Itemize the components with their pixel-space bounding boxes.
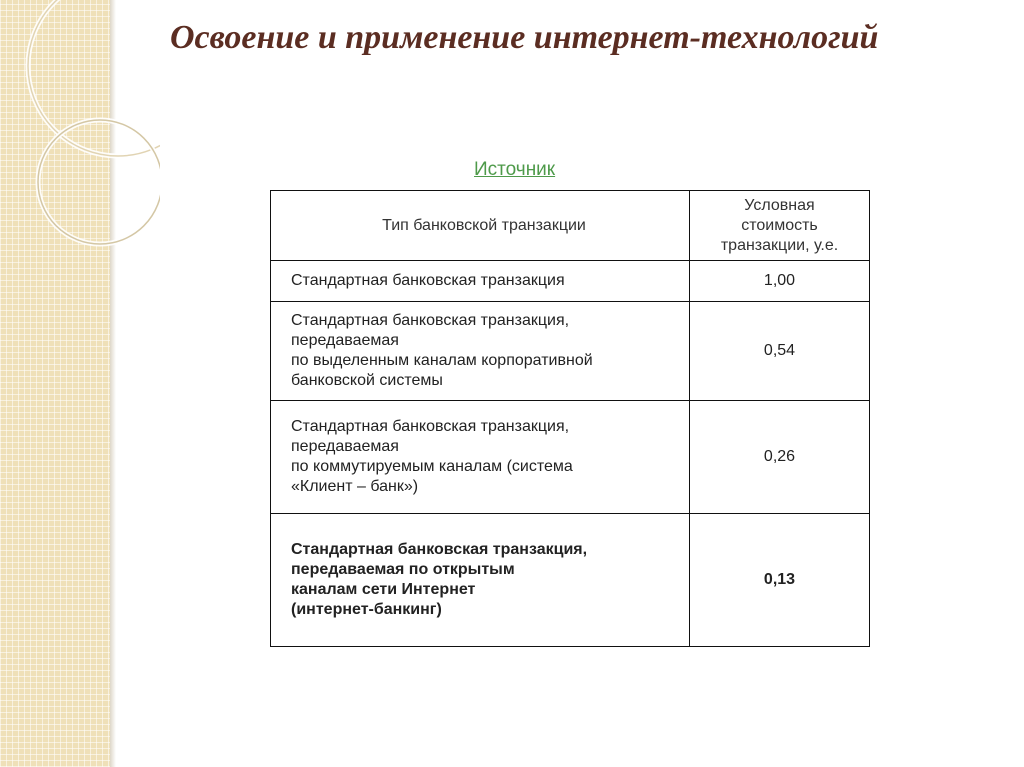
transaction-cost-cell: 0,54 [690, 302, 870, 401]
decorative-side-panel [0, 0, 110, 767]
transaction-cost-table [270, 190, 870, 647]
header-transaction-cost: Условная стоимость транзакции, у.е. [690, 191, 870, 261]
table-row [271, 514, 870, 647]
source-link[interactable]: Источник [474, 159, 556, 180]
transaction-type-cell: Стандартная банковская транзакция [271, 261, 690, 302]
side-panel-shadow [110, 0, 116, 767]
transaction-type-cell: Стандартная банковская транзакция, передаваемая по открытым каналам сети Интернет (интернет-банкинг) [271, 514, 690, 647]
transaction-cost-cell: 0,26 [690, 401, 870, 514]
transaction-cost-cell: 1,00 [690, 261, 870, 302]
transaction-type-cell: Стандартная банковская транзакция, передаваемая по выделенным каналам корпоративной банковской системы [271, 302, 690, 401]
table-row [271, 302, 870, 401]
table-row [271, 401, 870, 514]
slide-title: Освоение и применение интернет-технологий [170, 19, 879, 56]
transaction-type-cell: Стандартная банковская транзакция, передаваемая по коммутируемым каналам (система «Клиент – банк») [271, 401, 690, 514]
table-header-row [271, 191, 870, 261]
header-transaction-type: Тип банковской транзакции [271, 191, 690, 261]
table-row [271, 261, 870, 302]
transaction-cost-cell: 0,13 [690, 514, 870, 647]
